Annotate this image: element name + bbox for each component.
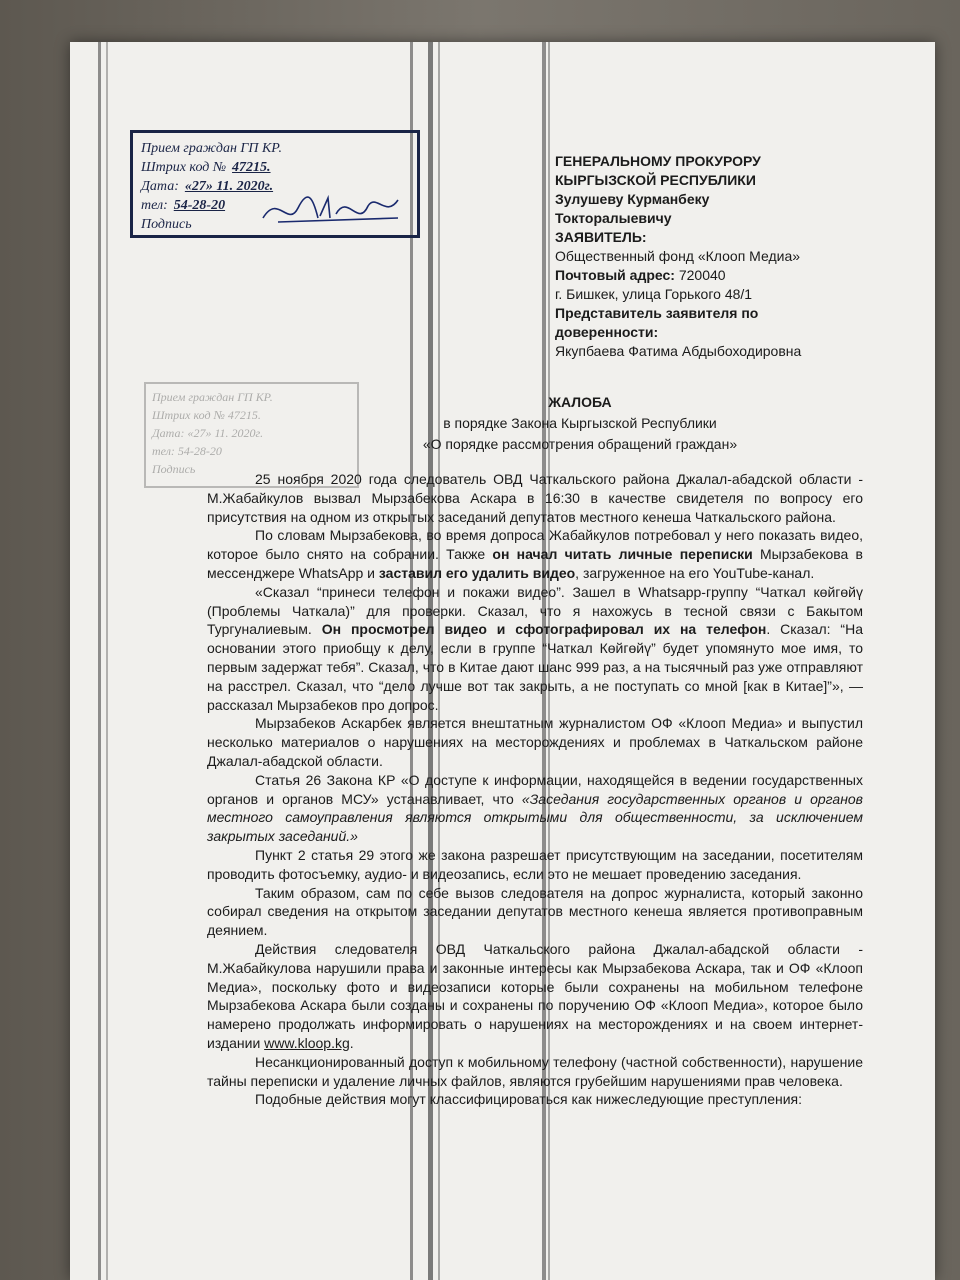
stamp-date-label: Дата:: [141, 179, 179, 194]
applicant-label: ЗАЯВИТЕЛЬ:: [555, 229, 647, 245]
emphasis: Он просмотрел видео и сфотографировал их на телефон: [321, 621, 767, 638]
stamp-date-value: «27» 11. 2020г.: [184, 179, 274, 194]
recipient-block: [555, 152, 915, 361]
city-line: г. Бишкек, улица Горького 48/1: [555, 286, 753, 302]
document-subtitle: «О порядке рассмотрения обращений граждан»: [422, 436, 738, 452]
scan-streak: [98, 42, 101, 1280]
postal-value: 720040: [678, 267, 726, 283]
document-title: ЖАЛОБА: [548, 394, 612, 410]
ghost-stamp-line: Штрих код № 47215.: [152, 408, 261, 422]
paragraph: Несанкционированный доступ к мобильному телефону (частной собственности), нарушение тайны переписки и удаление личных файлов, являются грубейшим нарушениями прав человека.: [207, 1053, 863, 1089]
representative-value: Якупбаева Фатима Абдыбоходировна: [555, 343, 802, 359]
stamp-barcode: [141, 158, 409, 177]
postal-label: Почтовый адрес:: [555, 267, 675, 283]
recipient-line: ГЕНЕРАЛЬНОМУ ПРОКУРОРУ: [555, 153, 761, 169]
representative-label: Представитель заявителя по: [555, 305, 759, 321]
paragraph: Таким образом, сам по себе вызов следователя на допрос журналиста, который законно собирал сведения на открытом заседании депутатов местного кенеша является противоправным деянием.: [207, 884, 863, 939]
paragraph: Мырзабеков Аскарбек является внештатным журналистом ОФ «Клооп Медиа» и выпустил несколько материалов о нарушениях на месторождениях и проблемах в Чаткальском районе Джалал-абадской области.: [207, 715, 863, 769]
paragraph: 25 ноября 2020 года следователь ОВД Чаткальского района Джалал-абадской области - М.Жабайкулов вызвал Мырзабекова Аскара в 16:30 в качестве свидетеля по вопросу его присутствия на одном из открытых заседаний депутатов местного кенеша Чаткальского района.: [207, 471, 863, 525]
recipient-line: Токторалыевичу: [555, 210, 672, 226]
stamp-barcode-label: Штрих код №: [141, 160, 227, 175]
stamp-phone-value: 54-28-20: [173, 198, 226, 213]
document-subtitle: в порядке Закона Кыргызской Республики: [443, 415, 717, 431]
ghost-stamp-line: Дата: «27» 11. 2020г.: [152, 426, 264, 440]
paragraph: По словам Мырзабекова, во время допроса Жабайкулов потребовал у него показать видео, которое было снято на собрании. Также он начал читать личные переписки Мырзабекова в мессенджере WhatsApp и заставил его удалить видео, загруженное на его YouTube-канал.: [207, 527, 863, 581]
ghost-stamp-line: тел: 54-28-20: [152, 444, 222, 458]
postal-row: [555, 266, 915, 285]
document-heading: [270, 392, 890, 455]
website-link[interactable]: www.kloop.kg: [264, 1034, 350, 1051]
paragraph: Подобные действия могут классифицироваться как нижеследующие преступления:: [255, 1091, 803, 1108]
law-quote: «Заседания государственных органов и органов местного самоуправления являются открытыми для общественности, за исключением закрытых заседаний.»: [207, 790, 863, 845]
paragraph: «Сказал “принеси телефон и покажи видео”. Зашел в Whatsapp-группу “Чаткал көйгөйү (Проблемы Чаткала)” для проверки. Сказал, что я нахожусь в тесной связи с Бакытом Тургуналиевым. Он просмотрел видео и сфотографировал их на телефон. Сказал: “На основании этого приобщу к делу, если в группе “Чаткал Көйгөйү” будет упомянуто мое имя, то первым задержат тебя”. Сказал, что в Китае дают шанс 999 раз, а на тысячный раз уже отправляют на расстрел. Сказал, что “дело лучше вот так закрыть, а не поступать со мной [как в Китае]”», — рассказал Мырзабеков про допрос.: [207, 583, 863, 713]
handwritten-signature: [258, 188, 408, 228]
emphasis: заставил его удалить видео: [378, 564, 576, 581]
recipient-line: Зулушеву Курманбеку: [555, 191, 710, 207]
paragraph: Статья 26 Закона КР «О доступе к информации, находящейся в ведении государственных органов и органов МСУ» устанавливает, что «Заседания государственных органов и органов местного самоуправления являются открытыми для общественности, за исключением закрытых заседаний.»: [207, 771, 863, 845]
stamp-phone-label: тел:: [141, 198, 168, 213]
recipient-line: КЫРГЫЗСКОЙ РЕСПУБЛИКИ: [555, 172, 756, 188]
emphasis: он начал читать личные переписки: [492, 546, 753, 563]
stamp-barcode-value: 47215.: [232, 160, 271, 175]
ghost-stamp-line: Прием граждан ГП КР.: [152, 390, 273, 404]
registration-stamp: [130, 130, 420, 238]
stamp-signature-label: Подпись: [141, 217, 192, 232]
paragraph: Пункт 2 статья 29 этого же закона разрешает присутствующим на заседании, посетителям проводить фотосъемку, аудио- и видеозапись, если это не мешает проведению заседания.: [207, 846, 863, 882]
representative-label: доверенности:: [555, 324, 659, 340]
complaint-body: [207, 470, 863, 1109]
document-page: [70, 42, 935, 1280]
applicant-value: Общественный фонд «Клооп Медиа»: [555, 248, 801, 264]
ghost-stamp-line: Подпись: [152, 462, 196, 476]
scan-streak: [106, 42, 108, 1280]
paragraph: Действия следователя ОВД Чаткальского района Джалал-абадской области - М.Жабайкулова нарушили права и законные интересы как Мырзабекова Аскара, так и ОФ «Клооп Медиа», поскольку фото и видеозаписи которые были сохранены на мобильном телефоне Мырзабекова Аскара были созданы и сохранены по поручению ОФ «Клооп Медиа», которое было намерено продолжать информировать о нарушениях на месторождениях и на своем интернет-издании www.kloop.kg.: [207, 940, 863, 1051]
stamp-title: Прием граждан ГП КР.: [141, 141, 282, 156]
